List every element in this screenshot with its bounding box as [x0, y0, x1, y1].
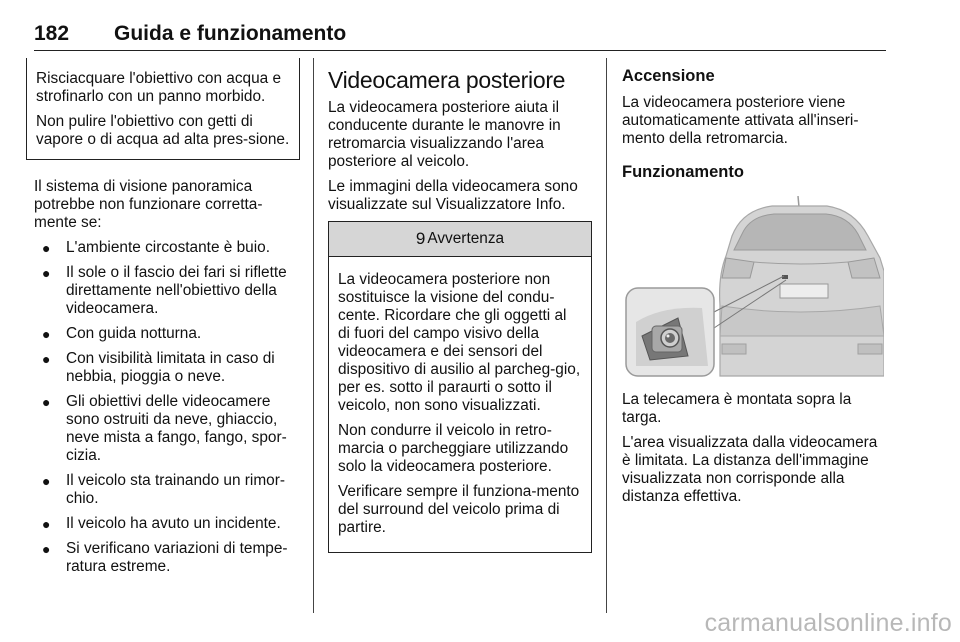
column-right	[622, 58, 886, 513]
subsection-heading: Funzionamento	[622, 163, 744, 181]
watermark: carmanualsonline.info	[704, 609, 952, 637]
page-number: 182	[34, 22, 70, 45]
bullet-icon: ●	[42, 351, 51, 367]
paragraph: La telecamera è montata sopra la targa.	[622, 391, 852, 426]
column-divider	[606, 58, 607, 613]
paragraph: La videocamera posteriore viene automaticamente attivata all'inseri-mento della retromarcia.	[622, 94, 859, 147]
paragraph: L'area visualizzata dalla videocamera è limitata. La distanza dell'immagine visualizzata non corrisponde alla distanza effettiva.	[622, 434, 878, 505]
bullet-icon: ●	[42, 265, 51, 281]
bullet-icon: ●	[42, 473, 51, 489]
cleaning-note-box	[26, 58, 300, 160]
warning-box	[328, 221, 592, 553]
warning-paragraph: Verificare sempre il funziona-mento del surround del veicolo prima di partire.	[338, 483, 580, 536]
warning-header	[329, 222, 591, 257]
warning-paragraph: La videocamera posteriore non sostituisce la visione del condu-cente. Ricordare che gli oggetti al di fuori del campo visivo della videocamera e dei sensori del dispositivo di ausilio al parcheg-gio, per es. sotto il paraurti o sotto il veicolo, non sono visualizzati.	[338, 271, 581, 414]
column-middle	[328, 58, 592, 553]
bullet-icon: ●	[42, 516, 51, 532]
paragraph: Le immagini della videocamera sono visualizzate sul Visualizzatore Info.	[328, 178, 578, 213]
intro-paragraph: Il sistema di visione panoramica potrebbe non funzionare corretta-mente se:	[34, 178, 263, 231]
paragraph: La videocamera posteriore aiuta il conducente durante le manovre in retromarcia visualizzando l'area posteriore al veicolo.	[328, 99, 561, 170]
list-item: ● Il veicolo sta trainando un rimor-chio.	[42, 472, 285, 507]
warning-body	[329, 257, 591, 552]
bullet-icon: ●	[42, 541, 51, 557]
bullet-icon: ●	[42, 394, 51, 410]
chapter-title: Guida e funzionamento	[114, 22, 347, 45]
warning-title: Avvertenza	[427, 230, 505, 247]
note-paragraph: Non pulire l'obiettivo con getti di vapore o di acqua ad alta pres-sione.	[36, 113, 290, 148]
rear-camera-illustration	[622, 196, 884, 381]
list-item: ● Si verificano variazioni di tempe-ratura estreme.	[42, 540, 288, 575]
note-paragraph: Risciacquare l'obiettivo con acqua e strofinarlo con un panno morbido.	[36, 70, 282, 105]
section-heading: Videocamera posteriore	[328, 67, 566, 93]
list-item: ● Il sole o il fascio dei fari si riflette direttamente nell'obiettivo della videocamera.	[42, 264, 287, 317]
list-item: ● Gli obiettivi delle videocamere sono ostruiti da neve, ghiaccio, neve mista a fango, fango, spor-cizia.	[42, 393, 287, 464]
column-divider	[313, 58, 314, 613]
list-item: ● L'ambiente circostante è buio.	[42, 239, 270, 256]
list-item: ● Il veicolo ha avuto un incidente.	[42, 515, 281, 532]
car-rear-drawing	[622, 196, 884, 381]
page-header	[34, 14, 886, 51]
conditions-list	[34, 239, 298, 576]
warning-paragraph: Non condurre il veicolo in retro-marcia o parcheggiare utilizzando solo la videocamera posteriore.	[338, 422, 569, 475]
column-left	[34, 58, 298, 583]
list-item: ● Con guida notturna.	[42, 325, 202, 342]
list-item: ● Con visibilità limitata in caso di nebbia, pioggia o neve.	[42, 350, 275, 385]
bullet-icon: ●	[42, 326, 51, 342]
warning-triangle-icon: 9	[415, 229, 426, 248]
bullet-icon: ●	[42, 240, 51, 256]
subsection-heading: Accensione	[622, 67, 715, 85]
